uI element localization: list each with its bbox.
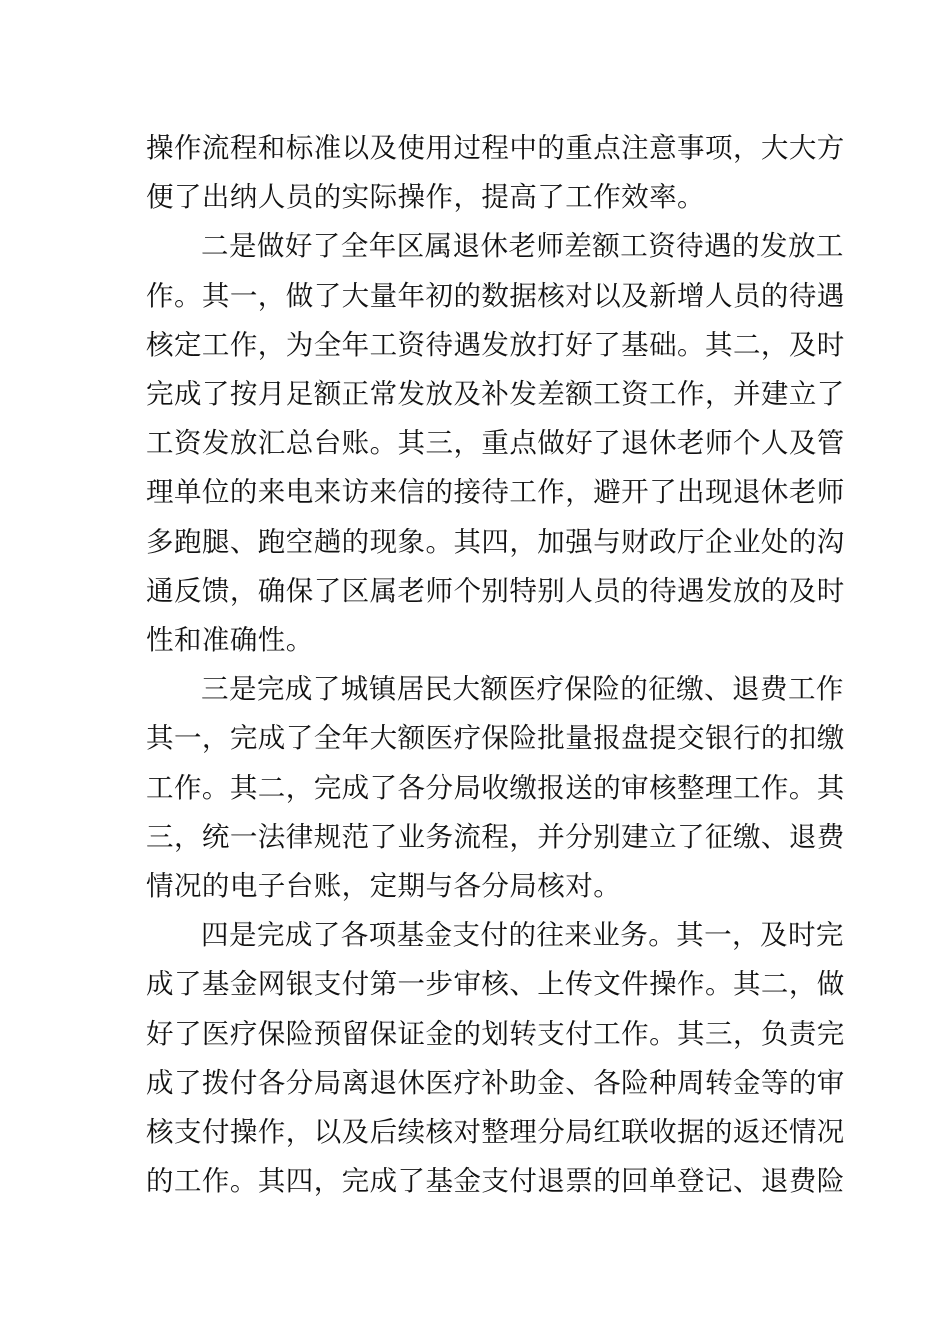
text-line: 便了出纳人员的实际操作，提高了工作效率。 (146, 181, 705, 214)
text-line: 多跑腿、跑空趟的现象。其四，加强与财政厅企业处的沟 (146, 525, 845, 558)
paragraph-2 (146, 222, 845, 665)
paragraph-4 (146, 911, 845, 1206)
text-line: 好了医疗保险预留保证金的划转支付工作。其三，负责完 (146, 1017, 845, 1050)
text-line: 三，统一法律规范了业务流程，并分别建立了征缴、退费 (146, 820, 845, 853)
text-line: 完成了按月足额正常发放及补发差额工资工作，并建立了 (146, 378, 845, 411)
text-line: 性和准确性。 (146, 624, 314, 657)
text-line: 四是完成了各项基金支付的往来业务。其一，及时完 (201, 919, 844, 952)
text-line: 的工作。其四，完成了基金支付退票的回单登记、退费险 (146, 1165, 845, 1198)
text-line: 成了基金网银支付第一步审核、上传文件操作。其二，做 (146, 968, 845, 1001)
text-line: 核定工作，为全年工资待遇发放打好了基础。其二，及时 (146, 328, 845, 361)
text-line: 成了拨付各分局离退休医疗补助金、各险种周转金等的审 (146, 1066, 845, 1099)
text-line: 作。其一，做了大量年初的数据核对以及新增人员的待遇 (146, 279, 845, 312)
paragraph-3 (146, 665, 845, 911)
text-line: 理单位的来电来访来信的接待工作，避开了出现退休老师 (146, 476, 845, 509)
text-line: 工作。其二，完成了各分局收缴报送的审核整理工作。其 (146, 771, 845, 804)
text-line: 情况的电子台账，定期与各分局核对。 (146, 870, 622, 903)
text-line: 工资发放汇总台账。其三，重点做好了退休老师个人及管 (146, 427, 845, 460)
text-line: 核支付操作，以及后续核对整理分局红联收据的返还情况 (146, 1116, 845, 1149)
document-body (146, 124, 845, 1206)
text-line: 三是完成了城镇居民大额医疗保险的征缴、退费工作 (201, 673, 844, 706)
paragraph-1 (146, 124, 845, 222)
text-line: 操作流程和标准以及使用过程中的重点注意事项，大大方 (146, 132, 845, 164)
text-line: 二是做好了全年区属退休老师差额工资待遇的发放工 (201, 230, 844, 263)
text-line: 通反馈，确保了区属老师个别特别人员的待遇发放的及时 (146, 574, 845, 607)
text-line: 其一，完成了全年大额医疗保险批量报盘提交银行的扣缴 (146, 722, 845, 755)
